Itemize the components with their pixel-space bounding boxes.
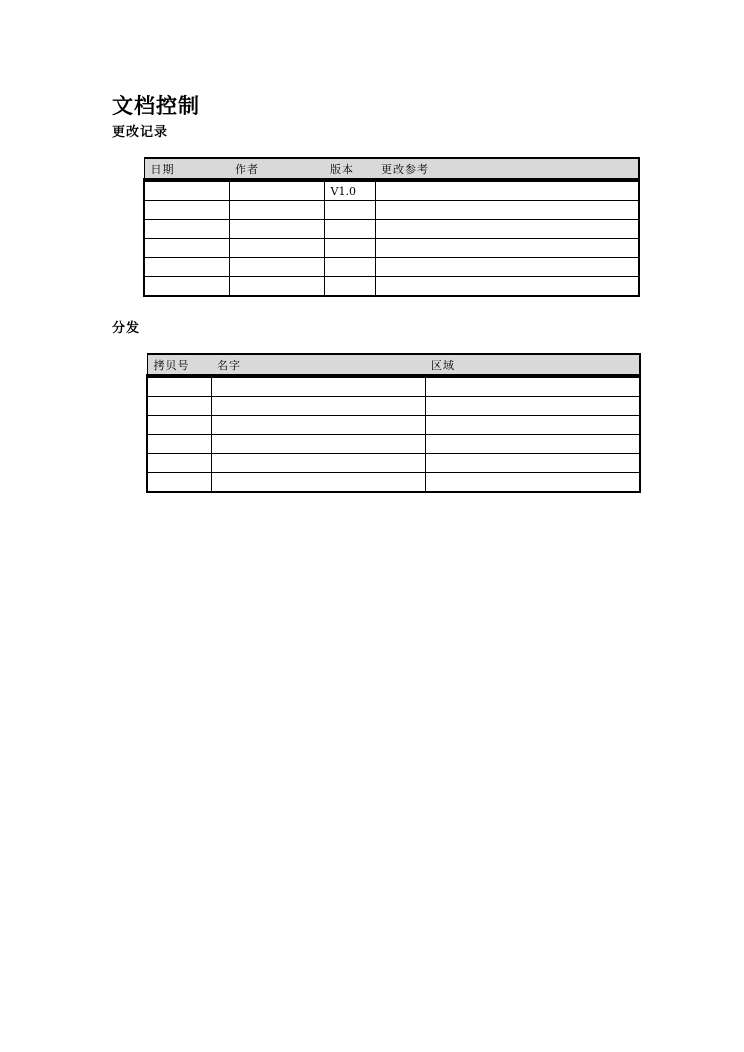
cell-name <box>211 435 425 454</box>
cell-change-reference <box>375 201 639 220</box>
cell-version <box>324 277 375 297</box>
cell-change-reference <box>375 180 639 201</box>
table-row <box>144 239 639 258</box>
cell-date <box>144 239 229 258</box>
column-header-change-reference: 更改参考 <box>375 158 639 180</box>
cell-author <box>229 201 324 220</box>
cell-area <box>425 435 640 454</box>
cell-author <box>229 180 324 201</box>
change-log-heading: 更改记录 <box>112 125 169 140</box>
cell-area <box>425 454 640 473</box>
cell-name <box>211 416 425 435</box>
table-row <box>147 397 640 416</box>
column-header-date: 日期 <box>144 158 229 180</box>
cell-version <box>324 220 375 239</box>
cell-version <box>324 239 375 258</box>
cell-change-reference <box>375 277 639 297</box>
table-row <box>144 201 639 220</box>
cell-date <box>144 201 229 220</box>
cell-copy-number <box>147 397 211 416</box>
column-header-copy-number: 拷贝号 <box>147 354 211 376</box>
cell-change-reference <box>375 220 639 239</box>
cell-copy-number <box>147 435 211 454</box>
cell-date <box>144 277 229 297</box>
table-row <box>147 473 640 493</box>
cell-name <box>211 376 425 397</box>
table-row <box>147 376 640 397</box>
page-title: 文档控制 <box>112 93 200 118</box>
table-row <box>147 416 640 435</box>
cell-version <box>324 201 375 220</box>
cell-copy-number <box>147 376 211 397</box>
table-row <box>144 180 639 201</box>
column-header-version: 版本 <box>324 158 375 180</box>
distribution-table <box>146 353 641 493</box>
distribution-header-row <box>147 354 640 376</box>
table-row <box>147 454 640 473</box>
column-header-area: 区域 <box>425 354 640 376</box>
cell-date <box>144 258 229 277</box>
cell-name <box>211 473 425 493</box>
cell-area <box>425 416 640 435</box>
cell-version <box>324 258 375 277</box>
change-log-header-row <box>144 158 639 180</box>
column-header-name: 名字 <box>211 354 425 376</box>
cell-copy-number <box>147 416 211 435</box>
change-log-table <box>143 157 640 297</box>
cell-author <box>229 277 324 297</box>
cell-name <box>211 454 425 473</box>
table-row <box>144 220 639 239</box>
cell-name <box>211 397 425 416</box>
cell-area <box>425 397 640 416</box>
table-row <box>144 258 639 277</box>
cell-copy-number <box>147 454 211 473</box>
column-header-author: 作者 <box>229 158 324 180</box>
cell-change-reference <box>375 239 639 258</box>
cell-area <box>425 376 640 397</box>
cell-area <box>425 473 640 493</box>
table-row <box>144 277 639 297</box>
table-row <box>147 435 640 454</box>
cell-author <box>229 220 324 239</box>
distribution-heading: 分发 <box>112 321 141 336</box>
cell-author <box>229 239 324 258</box>
cell-date <box>144 220 229 239</box>
cell-author <box>229 258 324 277</box>
cell-change-reference <box>375 258 639 277</box>
cell-copy-number <box>147 473 211 493</box>
cell-date <box>144 180 229 201</box>
cell-version: V1.0 <box>324 180 375 201</box>
